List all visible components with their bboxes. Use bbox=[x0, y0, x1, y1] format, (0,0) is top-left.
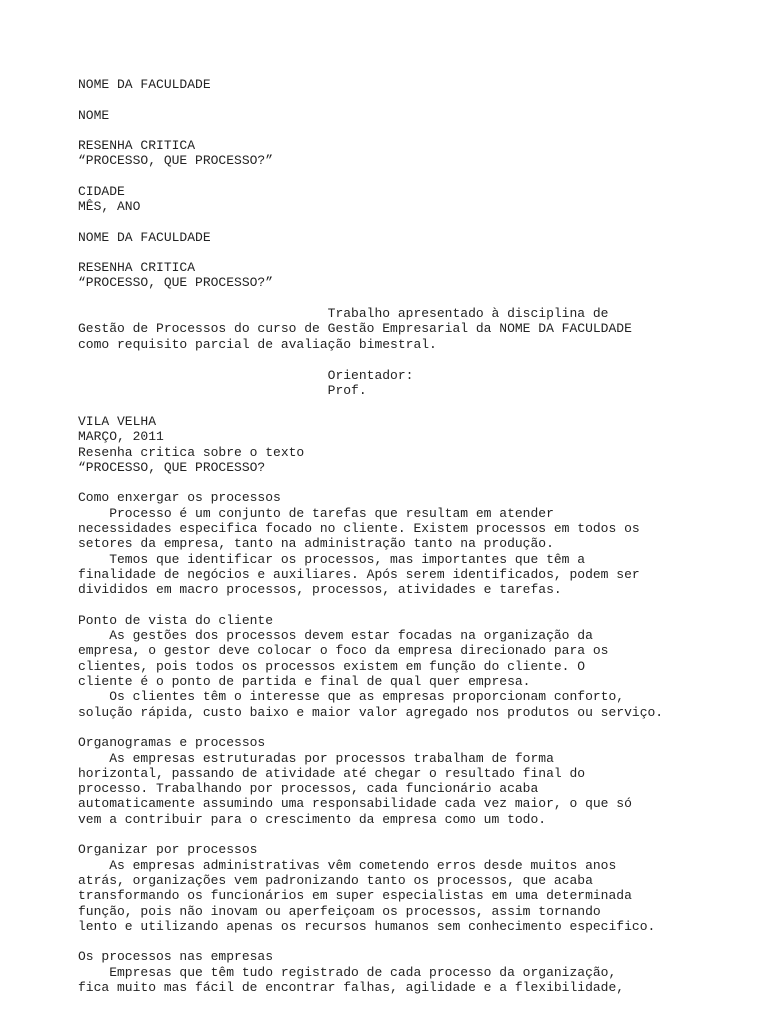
paragraph-line: As empresas estruturadas por processos trabalham de forma bbox=[78, 750, 554, 766]
section-heading: Os processos nas empresas bbox=[78, 949, 274, 965]
paragraph-line: fica muito mas fácil de encontrar falhas, agilidade e a flexibilidade, bbox=[78, 979, 625, 995]
title-title: “PROCESSO, QUE PROCESSO?” bbox=[78, 275, 274, 291]
title-advisor bbox=[78, 368, 413, 399]
title-note-line: Trabalho apresentado à disciplina de bbox=[78, 306, 609, 321]
cover-review-type: RESENHA CRITICA bbox=[78, 138, 196, 153]
cover-faculty-text: NOME DA FACULDADE bbox=[78, 77, 211, 92]
paragraph-line: Empresas que têm tudo registrado de cada processo da organização, bbox=[78, 964, 617, 980]
paragraph-line: horizontal, passando de atividade até chegar o resultado final do bbox=[78, 765, 586, 781]
title-city: VILA VELHA bbox=[78, 414, 157, 429]
cover-month-year: MÊS, ANO bbox=[78, 199, 141, 215]
paragraph-line: Processo é um conjunto de tarefas que resultam em atender bbox=[78, 505, 554, 521]
paragraph-line: necessidades especifica focado no cliente. Existem processos em todos os bbox=[78, 521, 640, 537]
title-review-type: RESENHA CRITICA bbox=[78, 260, 196, 275]
paragraph-line: finalidade de negócios e auxiliares. Após serem identificados, podem ser bbox=[78, 566, 640, 582]
title-advisor-label: Orientador: bbox=[78, 368, 414, 383]
spacer bbox=[78, 598, 663, 613]
cover-name bbox=[78, 108, 109, 123]
paragraph-line: setores da empresa, tanto na administração tanto na produção. bbox=[78, 536, 554, 552]
paragraph-line: atrás, organizações vem padronizando tanto os processos, que acaba bbox=[78, 872, 593, 888]
cover-place-date bbox=[78, 184, 140, 215]
spacer bbox=[78, 934, 663, 949]
paragraph-line: transformando os funcionários em super especialistas em uma determinada bbox=[78, 888, 632, 904]
paragraph-line: Temos que identificar os processos, mas importantes que têm a bbox=[78, 551, 586, 567]
paragraph-line: divididos em macro processos, processos, atividades e tarefas. bbox=[78, 582, 562, 598]
paragraph-line: automaticamente assumindo uma responsabilidade cada vez maior, o que só bbox=[78, 796, 632, 812]
spacer bbox=[78, 720, 663, 735]
paragraph-line: solução rápida, custo baixo e maior valor agregado nos produtos ou serviço. bbox=[78, 704, 664, 720]
paragraph-line: lento e utilizando apenas os recursos humanos sem conhecimento especifico. bbox=[78, 918, 656, 934]
title-review-block bbox=[78, 260, 273, 291]
intro-line: Resenha critica sobre o texto bbox=[78, 444, 305, 460]
title-note-line: Gestão de Processos do curso de Gestão Empresarial da NOME DA FACULDADE bbox=[78, 321, 632, 337]
paragraph-line: clientes, pois todos os processos existem em função do cliente. O bbox=[78, 658, 586, 674]
cover-title: “PROCESSO, QUE PROCESSO?” bbox=[78, 153, 274, 169]
section-heading: Organogramas e processos bbox=[78, 735, 266, 751]
spacer bbox=[78, 475, 663, 490]
paragraph-line: As gestões dos processos devem estar focadas na organização da bbox=[78, 628, 593, 644]
section-heading: Organizar por processos bbox=[78, 842, 258, 858]
body-text bbox=[78, 414, 663, 995]
paragraph-line: vem a contribuir para o crescimento da empresa como um todo. bbox=[78, 811, 547, 827]
title-note bbox=[78, 306, 632, 352]
paragraph-line: cliente é o ponto de partida e final de qual quer empresa. bbox=[78, 674, 531, 690]
paragraph-line: empresa, o gestor deve colocar o foco da empresa direcionado para os bbox=[78, 643, 609, 659]
title-month-year: MARÇO, 2011 bbox=[78, 429, 164, 445]
paragraph-line: As empresas administrativas vêm cometendo erros desde muitos anos bbox=[78, 857, 617, 873]
section-heading: Como enxergar os processos bbox=[78, 490, 281, 506]
title-faculty bbox=[78, 230, 211, 245]
intro-line: “PROCESSO, QUE PROCESSO? bbox=[78, 459, 266, 475]
cover-faculty bbox=[78, 77, 211, 92]
cover-name-text: NOME bbox=[78, 108, 110, 123]
title-faculty-text: NOME DA FACULDADE bbox=[78, 230, 211, 245]
title-note-line: como requisito parcial de avaliação bimestral. bbox=[78, 336, 437, 352]
spacer bbox=[78, 827, 663, 842]
paragraph-line: Os clientes têm o interesse que as empresas proporcionam conforto, bbox=[78, 689, 625, 705]
paragraph-line: processo. Trabalhando por processos, cada funcionário acaba bbox=[78, 781, 539, 797]
cover-review-block bbox=[78, 138, 273, 169]
section-heading: Ponto de vista do cliente bbox=[78, 612, 274, 628]
title-advisor-value: Prof. bbox=[78, 383, 367, 399]
cover-city: CIDADE bbox=[78, 184, 125, 199]
paragraph-line: função, pois não inovam ou aperfeiçoam os processos, assim tornando bbox=[78, 903, 601, 919]
